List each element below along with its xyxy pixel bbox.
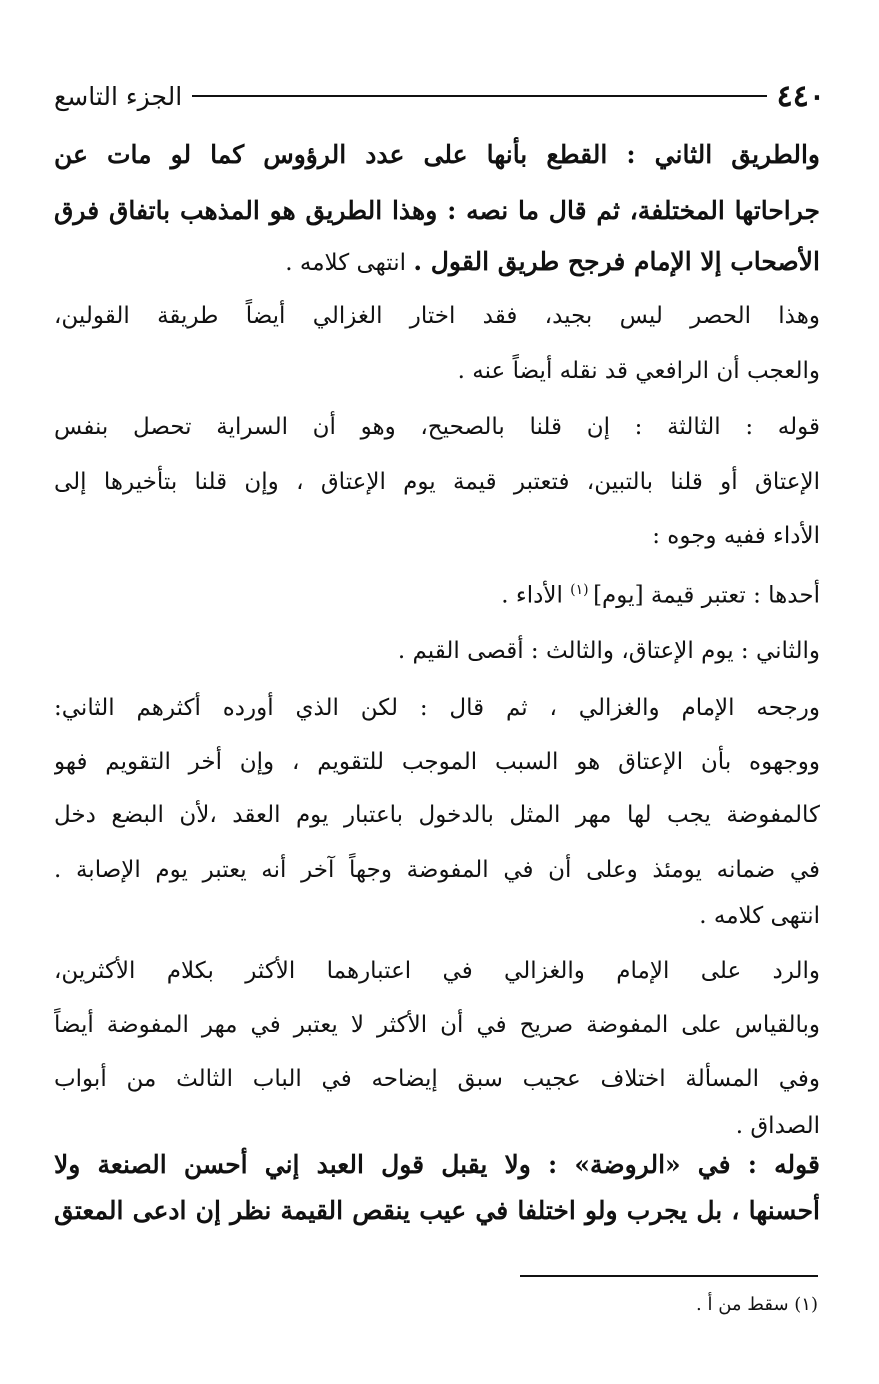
footnote-separator	[520, 1275, 818, 1277]
line-text: الصداق .	[735, 1113, 820, 1139]
line-text: وهذا الحصر ليس بجيد، فقد اختار الغزالي أيضاً طريقة القولين،	[54, 303, 820, 329]
line-text: انتهى كلامه .	[699, 903, 820, 929]
text-line	[54, 349, 820, 393]
footnote-marker: (١)	[570, 582, 594, 598]
running-title: الجزء التاسع	[54, 81, 183, 111]
page-header	[54, 74, 825, 118]
line-text: وبالقياس على المفوضة صريح في أن الأكثر لا يعتبر في مهر المفوضة أيضاً	[54, 1012, 820, 1038]
line-text: والطريق الثاني : القطع بأنها على عدد الرؤوس كما لو مات عن	[54, 140, 820, 169]
line-text: الأداء ففيه وجوه :	[652, 523, 820, 549]
line-text: الإعتاق أو قلنا بالتبين، فتعتبر قيمة يوم الإعتاق ، وإن قلنا بتأخيرها إلى	[54, 469, 820, 495]
line-text: أحدها : تعتبر قيمة [يوم]	[593, 582, 820, 609]
line-tail-text: انتهى كلامه .	[285, 250, 414, 276]
line-text: الأصحاب إلا الإمام فرجح طريق القول .	[413, 247, 820, 276]
line-text: في ضمانه يومئذ وعلى أن في المفوضة وجهاً آخر أنه يعتبر يوم الإصابة .	[54, 857, 820, 883]
line-text: وفي المسألة اختلاف عجيب سبق إيضاحه في الباب الثالث من أبواب	[54, 1066, 820, 1092]
text-line	[54, 568, 820, 612]
text-line	[54, 894, 820, 938]
text-line	[54, 1189, 820, 1233]
text-line	[54, 294, 820, 338]
text-line	[54, 189, 820, 233]
line-text: جراحاتها المختلفة، ثم قال ما نصه : وهذا الطريق هو المذهب باتفاق فرق	[54, 196, 820, 225]
text-line	[54, 1003, 820, 1047]
line-text: قوله : الثالثة : إن قلنا بالصحيح، وهو أن السراية تحصل بنفس	[54, 414, 820, 440]
line-text: قوله : في «الروضة» : ولا يقبل قول العبد إني أحسن الصنعة ولا	[54, 1150, 820, 1179]
line-text: أحسنها ، بل يجرب ولو اختلفا في عيب ينقص القيمة نظر إن ادعى المعتق	[54, 1196, 820, 1225]
text-line	[54, 793, 820, 837]
text-line	[54, 405, 820, 449]
text-line	[54, 686, 820, 730]
text-line	[54, 514, 820, 558]
page-number: ٤٤٠	[776, 78, 825, 114]
text-line	[54, 1143, 820, 1187]
text-line	[54, 629, 820, 673]
text-line	[54, 740, 820, 784]
line-text: والعجب أن الرافعي قد نقله أيضاً عنه .	[457, 358, 820, 384]
line-text: ورجحه الإمام والغزالي ، ثم قال : لكن الذي أورده أكثرهم الثاني:	[54, 695, 820, 721]
text-line	[54, 1104, 820, 1148]
text-line	[54, 133, 820, 177]
text-line	[54, 848, 820, 892]
footnote: (١) سقط من أ .	[696, 1294, 818, 1315]
text-line	[54, 1057, 820, 1101]
line-tail-text: الأداء .	[501, 582, 571, 609]
header-rule	[192, 95, 766, 97]
text-line	[54, 949, 820, 993]
line-text: والثاني : يوم الإعتاق، والثالث : أقصى القيم .	[397, 638, 820, 664]
line-text: كالمفوضة يجب لها مهر المثل بالدخول باعتبار يوم العقد ،لأن البضع دخل	[54, 802, 820, 828]
text-line	[54, 240, 820, 284]
line-text: والرد على الإمام والغزالي في اعتبارهما الأكثر بكلام الأكثرين،	[54, 958, 820, 984]
line-text: ووجهوه بأن الإعتاق هو السبب الموجب للتقويم ، وإن أخر التقويم فهو	[54, 749, 820, 775]
text-line	[54, 460, 820, 504]
